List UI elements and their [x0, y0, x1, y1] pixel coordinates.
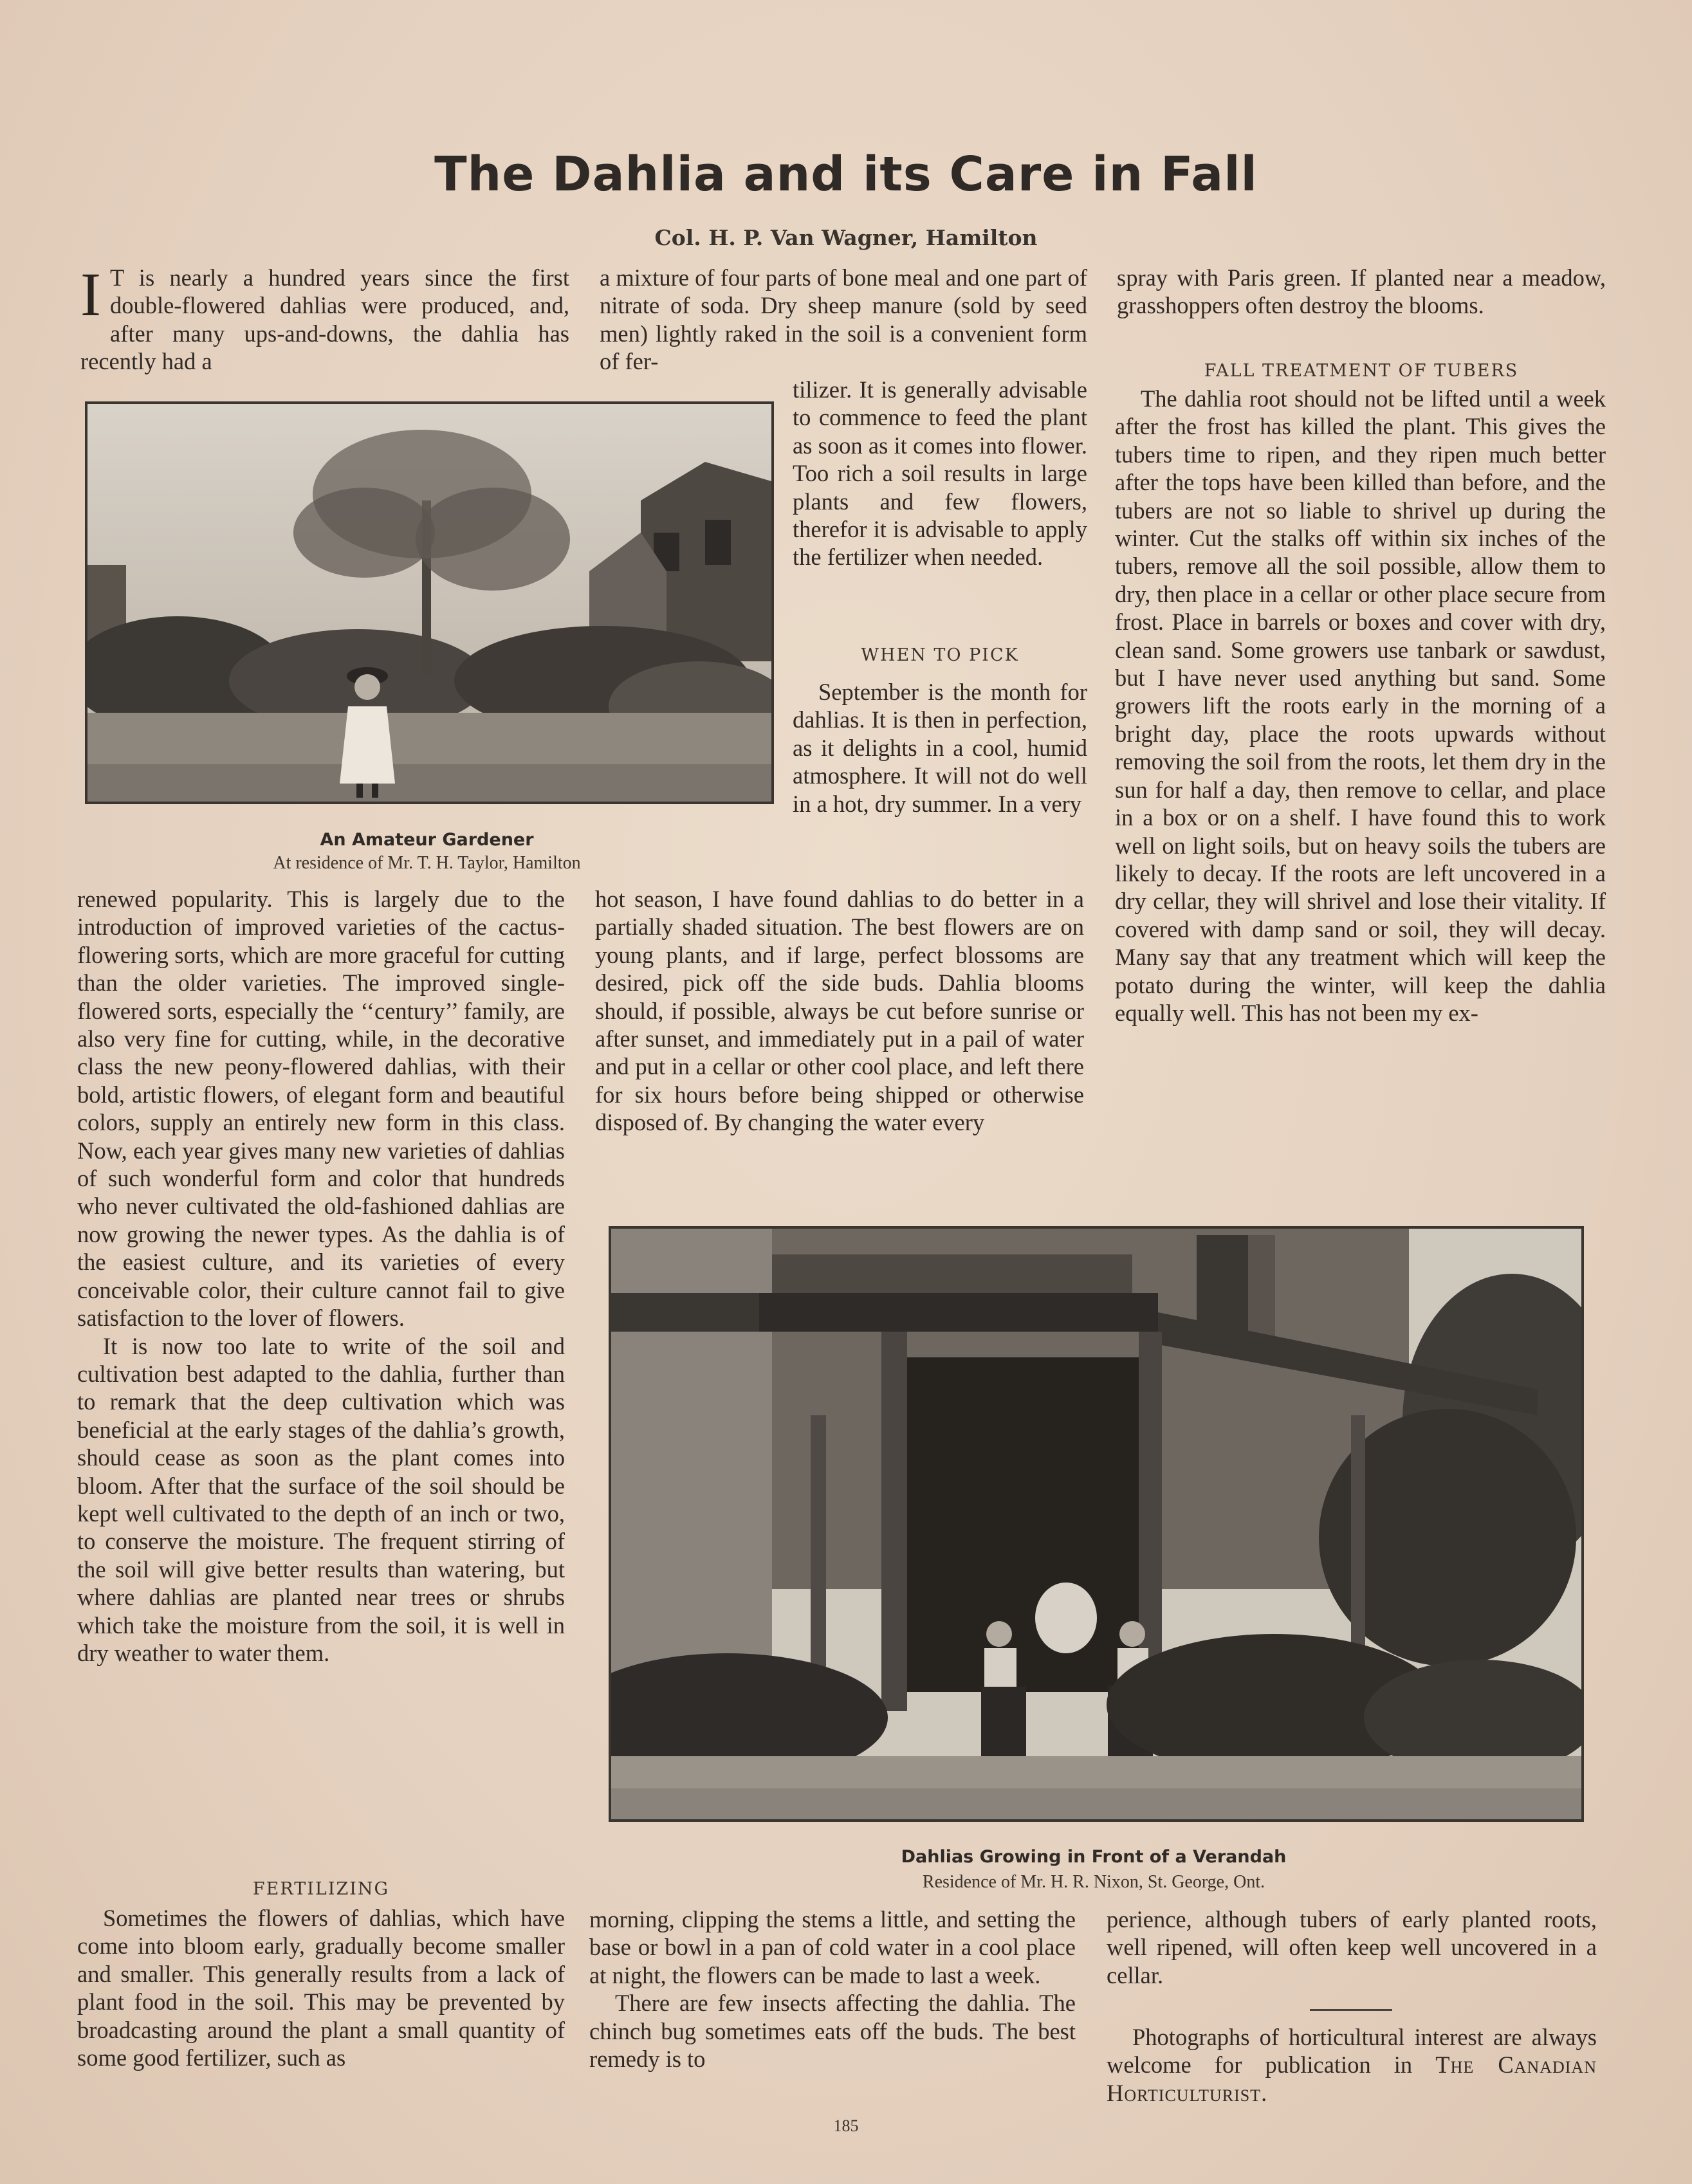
- col3-paragraph-3: perience, although tubers of early planted roots, well ripened, will often keep well uncovered in a cellar.: [1107, 1906, 1597, 1988]
- photo2-caption-sub: Residence of Mr. H. R. Nixon, St. George, Ont.: [922, 1872, 1265, 1892]
- photo-verandah-image: [611, 1229, 1581, 1819]
- col2-paragraph-1a: a mixture of four parts of bone meal and one part of nitrate of soda. Dry sheep manure (sold by seed men) lightly raked in the soil is a convenient form of fer-: [600, 264, 1087, 375]
- col2-bottom: [589, 1905, 1076, 2073]
- photographs-note: Photographs of horticultural interest are always welcome for publication in: [1107, 2024, 1597, 2078]
- col2-paragraph-1b: tilizer. It is generally advisable to commence to feed the plant as soon as it comes into flower. Too rich a soil results in large plants and few flowers, therefor it is advisable to apply the fertilizer when needed.: [793, 376, 1087, 571]
- photo-verandah: [609, 1226, 1584, 1822]
- col3-footer-note: [1107, 2023, 1597, 2107]
- publication-name: The Canadian Horticulturist.: [1107, 2051, 1597, 2106]
- col3-paragraph-1: spray with Paris green. If planted near a meadow, grasshoppers often destroy the blooms.: [1117, 264, 1606, 319]
- col1-paragraph-3: It is now too late to write of the soil and cultivation best adapted to the dahlia, further than to remark that the deep cultivation which was beneficial at the early stages of the dahlia’s growth, should cease as soon as the plant comes into bloom. After that the surface of the soil should be kept well cultivated to the depth of an inch or two, to conserve the moisture. The frequent stirring of the soil will give better results than watering, but where dahlias are planted near trees or shrubs which take the moisture from the soil, it is well in dry weather to water them.: [77, 1332, 565, 1666]
- page-number: 185: [833, 2116, 859, 2135]
- col2-body: [595, 885, 1084, 1137]
- col1-paragraph-4: Sometimes the flowers of dahlias, which have come into bloom early, gradually become smaller and smaller. This generally results from a lack of plant food in the soil. This may be prevented by broadcasting around the plant a small quantity of some good fertilizer, such as: [77, 1905, 565, 2071]
- heading-when-to-pick: WHEN TO PICK: [861, 645, 1019, 665]
- col2-paragraph-4: There are few insects affecting the dahlia. The chinch bug sometimes eats off the buds. The best remedy is to: [589, 1990, 1076, 2073]
- col2-paragraph-2a: September is the month for dahlias. It is then in perfection, as it delights in a cool, humid atmosphere. It will not do well in a hot, dry summer. In a very: [793, 679, 1087, 817]
- col1-fertilizing-text: [77, 1904, 565, 2071]
- photo1-caption-sub: At residence of Mr. T. H. Taylor, Hamilton: [273, 853, 581, 873]
- col2-narrow-2: [793, 678, 1087, 818]
- col2-narrow-1: [793, 376, 1087, 571]
- col2-paragraph-2b: hot season, I have found dahlias to do better in a partially shaded situation. The best flowers are on young plants, and if large, perfect blossoms are desired, pick off the side buds. Dahlia blooms should, if possible, always be cut before sunrise or after sunset, and immediately put in a pail of water and put in a cellar or other cool place, and left there for six hours before being shipped or otherwise disposed of. By changing the water every: [595, 886, 1084, 1136]
- heading-fall-treatment: FALL TREATMENT OF TUBERS: [1204, 361, 1519, 381]
- photo2-caption-title: Dahlias Growing in Front of a Verandah: [901, 1847, 1287, 1867]
- heading-fertilizing: FERTILIZING: [252, 1879, 390, 1899]
- col3-body: [1115, 385, 1606, 1027]
- article-title: The Dahlia and its Care in Fall: [434, 147, 1258, 202]
- col2-top: [600, 264, 1087, 376]
- col3-bottom: [1107, 1905, 1597, 1989]
- col3-top: [1117, 264, 1606, 320]
- photo1-caption-title: An Amateur Gardener: [320, 830, 534, 850]
- col3-paragraph-2: The dahlia root should not be lifted until a week after the frost has killed the plant. This gives the tubers time to ripen, and they ripen much better after the tops have been killed than before, and the tubers are not so liable to shrivel up during the winter. Cut the stalks off within six inches of the tubers, remove all the soil possible, allow them to dry, then place in a cellar or other place secure from frost. Place in barrels or boxes and cover with dry, clean sand. Some growers use tanbark or sawdust, but I have never used anything but sand. Some growers lift the roots early in the morning of a bright day, place the roots upwards without removing the soil from the roots, let them dry in the sun for half a day, then remove to cellar, and place in a box or on a shelf. I have found this to work well on light soils, but on heavy soils the tubers are likely to decay. If the roots are left uncovered in a dry cellar, they will shrivel and lose their vitality. If covered with damp sand or soil, they will decay. Many say that any treatment which will keep the potato during the winter, will keep the dahlia equally well. This has not been my ex-: [1115, 385, 1606, 1026]
- drop-cap: I: [80, 260, 101, 329]
- col1-paragraph-2: renewed popularity. This is largely due to the introduction of improved varieties of the cactus-flowering sorts, which are more graceful for cutting than the older varieties. The improved single-flowered sorts, especially the ‘‘century’’ family, are also very fine for cutting, while, in the decorative class the new peony-flowered dahlias, with their bold, artistic flowers, of elegant form and beautiful colors, supply an entirely new form in this class. Now, each year gives many new varieties of dahlias of such wonderful form and color that hundreds who never cultivated the old-fashioned dahlias are now growing the newer types. As the dahlia is of the easiest culture, and its varieties of every conceivable color, their culture cannot fail to give satisfaction to the lover of flowers.: [77, 886, 565, 1332]
- col1-paragraph-1: T is nearly a hundred years since the first double-flowered dahlias were produced, and, after many ups-and-downs, the dahlia has recently had a: [80, 264, 569, 375]
- col1-intro: [80, 260, 569, 376]
- col2-paragraph-3: morning, clipping the stems a little, and setting the base or bowl in a pan of cold water in a cool place at night, the flowers can be made to last a week.: [589, 1906, 1076, 1988]
- photo-amateur-gardener: [85, 401, 774, 804]
- photo-amateur-gardener-image: [87, 404, 771, 802]
- article-byline: Col. H. P. Van Wagner, Hamilton: [654, 225, 1038, 250]
- section-rule: [1310, 2009, 1392, 2011]
- col1-body: [77, 885, 565, 1667]
